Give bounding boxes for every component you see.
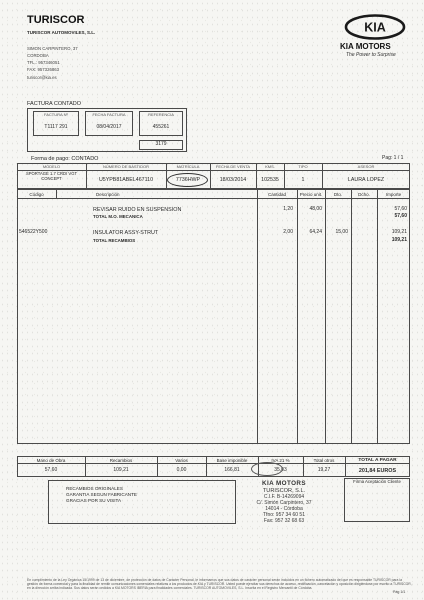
totals-header-parts: Recambios [109, 458, 133, 463]
plate-circle-mark [167, 173, 208, 187]
invoice-number-header: FACTURA Nº [44, 112, 68, 117]
company-name: TURISCOR [27, 14, 85, 26]
invoice-code: 3179 [155, 141, 167, 147]
payment-method: Forma de pago: CONTADO [31, 156, 99, 162]
brand-name: KIA MOTORS [340, 42, 391, 51]
kia-logo [344, 14, 406, 40]
totals-header-misc: Varios [175, 458, 188, 463]
note-line: GRACIAS POR SU VISITA [66, 498, 122, 503]
stamp-fax: Fax: 957 32 68 63 [263, 518, 305, 524]
stamp-brand: KIA MOTORS [262, 480, 306, 487]
invoice-type: FACTURA CONTADO [27, 101, 81, 107]
vehicle-sale-date: 18/03/2014 [219, 177, 247, 183]
line-amount: 57,60 [394, 206, 407, 212]
line-description: REVISAR RUIDO EN SUSPENSION [93, 207, 182, 213]
line-unit-price: 64,24 [309, 229, 322, 235]
company-city: CORDOBA [27, 53, 49, 58]
kia-logo-text: KIA [364, 20, 386, 35]
lines-header-description: Descripción [96, 192, 120, 197]
vehicle-plate: 7736HWP [175, 177, 201, 183]
company-legal-name: TURISCOR AUTOMOVILES, S.L. [27, 30, 96, 35]
line-subtotal-parts: 109,21 [391, 237, 407, 243]
line-quantity: 2,00 [283, 229, 293, 235]
vehicle-header-kms: KMS. [265, 164, 275, 169]
lines-header-amount: Importe [385, 192, 402, 197]
lines-header-unit-price: Precio unit. [299, 192, 323, 197]
vehicle-type: 1 [301, 177, 305, 183]
vehicle-header-advisor: ASESOR [357, 164, 375, 169]
invoice-reference: 455261 [152, 124, 170, 130]
signature-label: Firma Aceptación Cliente [353, 479, 401, 484]
vehicle-advisor: LAURA LOPEZ [347, 177, 385, 183]
totals-header-labor: Mano de Obra [36, 458, 66, 463]
total-base: 166,81 [224, 467, 240, 473]
footer-page: Pág 1/1 [393, 590, 406, 594]
total-parts: 109,21 [113, 467, 129, 473]
line-amount: 109,21 [391, 229, 407, 235]
company-phone: TFL.: 957346051 [27, 60, 60, 65]
line-subtotal-parts-label: TOTAL RECAMBIOS [93, 238, 136, 243]
total-vat: 35,03 [274, 467, 287, 473]
lines-header-charge: Dcho. [358, 192, 370, 197]
total-misc: 0,00 [176, 467, 187, 473]
vehicle-header-vin: NÚMERO DE BASTIDOR [102, 164, 149, 169]
vehicle-header-sale-date: FECHA DE VENTA [215, 164, 251, 169]
line-unit-price: 48,00 [309, 206, 322, 212]
brand-tagline: The Power to Surprise [346, 52, 396, 58]
lines-header-code: Código [29, 192, 44, 197]
total-labor: 57,60 [44, 467, 58, 473]
vehicle-header-model: MODELO [42, 164, 61, 169]
line-description: INSULATOR ASSY-STRUT [93, 230, 159, 236]
lines-header-discount: Dto. [333, 192, 343, 197]
company-address: SIMON CARPINTERO, 37 [27, 46, 78, 51]
invoice-number: T1117 291 [44, 124, 68, 130]
vehicle-kms: 102535 [261, 177, 279, 183]
totals-header-other: Total otros [313, 458, 335, 463]
page-number: Pag: 1 / 1 [382, 155, 404, 161]
company-fax: FAX: 957326863 [27, 67, 60, 72]
vehicle-header-type: TIPO [298, 164, 308, 169]
invoice-ref-header: REFERENCIA [148, 112, 174, 117]
stamp-phone: Tfno: 957 34 60 51 [263, 512, 305, 518]
total-to-pay: 201,84 EUROS [358, 468, 397, 474]
totals-header-vat: IVA 21 % [271, 458, 290, 463]
line-discount: 15,00 [335, 229, 348, 235]
totals-header-total: TOTAL A PAGAR [358, 458, 397, 463]
vehicle-header-plate: MATRÍCULA [176, 164, 200, 169]
stamp-company: TURISCOR, S.L. [262, 488, 306, 494]
note-line: GARANTIA SEGUN FABRICANTE [66, 492, 137, 497]
lines-header-quantity: Cantidad [267, 192, 286, 197]
stamp-oval [251, 462, 283, 476]
line-subtotal-labor-label: TOTAL M.O. MECANICA [93, 214, 143, 219]
stamp-street: C/. Simón Carpintero, 37 [256, 500, 312, 506]
line-quantity: 1,20 [283, 206, 293, 212]
vehicle-vin: U5YPB81ABEL467110 [98, 177, 154, 183]
line-code: 546522Y500 [19, 229, 48, 235]
stamp-zip: 14014 - Córdoba [265, 506, 303, 512]
line-subtotal-labor: 57,60 [394, 213, 407, 219]
totals-header-base: Base imponible [216, 458, 248, 463]
company-email: turiscor@kia.es [27, 75, 57, 80]
footer-legal-text: En cumplimiento de la Ley Orgánica 15/1999 de 13 de diciembre, de protección de datos de Carácter Personal, le informamos que sus datos de carácter personal serán incluidos en un fichero automatizado del que es responsable TURISCOR para la gestión de forma comercial y para la finalidad de remitir comunicaciones comerciales relativas a los productos de KIA y TURISCOR. Usted puede ejercitar sus derechos de acceso, rectificación, cancelación y oposición dirigiéndose por escrito a TURISCOR, en la dirección arriba indicada. Sus datos serán cedidos a KIA MOTORS IBERIA para finalidades comerciales. TURISCOR AUTOMOVILES, S.L. Inscrita en el Registro Mercantil de Córdoba. [27, 578, 412, 591]
note-line: RECAMBIOS ORIGINALES [66, 486, 123, 491]
vehicle-model: SPORTAGE 1.7 CRDI VGT CONCEPT [25, 171, 78, 181]
invoice-date-header: FECHA FACTURA [92, 112, 126, 117]
stamp-cif: C.I.F. B-14269094 [263, 494, 305, 500]
total-other: 19,27 [317, 467, 331, 473]
invoice-date: 08/04/2017 [96, 124, 122, 130]
